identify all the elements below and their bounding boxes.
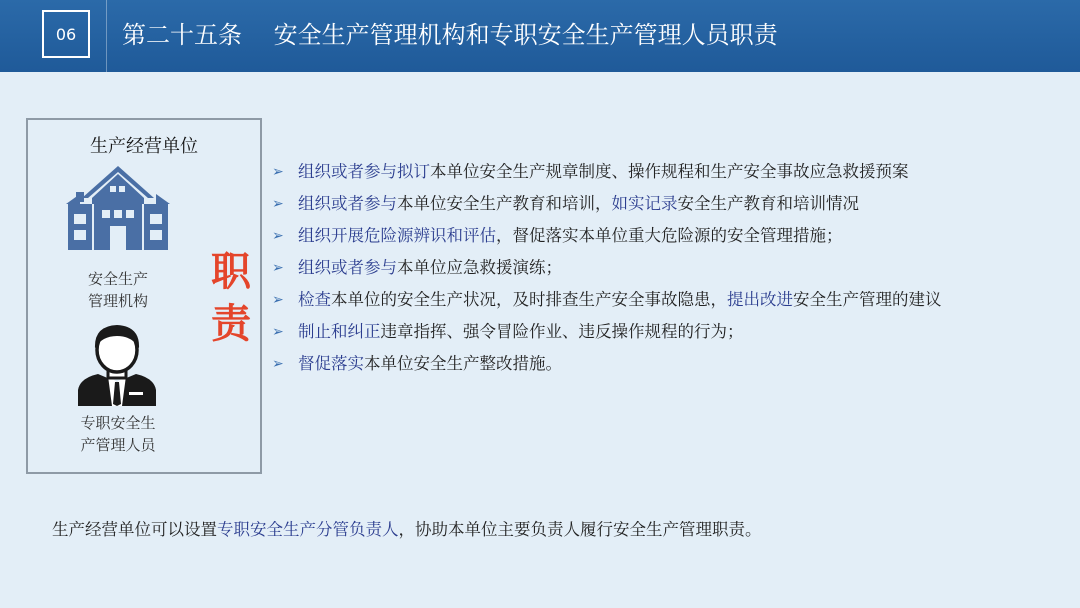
- staff-label-line: 产管理人员: [80, 436, 156, 454]
- list-item: [272, 284, 1072, 316]
- footer-text: ，协助本单位主要负责人履行安全生产管理职责。: [398, 520, 762, 539]
- duty-list: [272, 156, 1072, 380]
- duty-char: 责: [211, 301, 251, 347]
- org-label-line: 安全生产: [87, 270, 148, 288]
- item-highlight: 组织开展危险源辨识和评估: [298, 226, 496, 245]
- list-item: [272, 252, 1072, 284]
- item-text: 本单位安全生产教育和培训，: [397, 194, 612, 213]
- item-highlight: 组织或者参与: [298, 258, 397, 277]
- header-bar: [0, 0, 1080, 72]
- item-text: 本单位的安全生产状况，及时排查生产安全事故隐患，: [331, 290, 727, 309]
- item-text: 本单位安全生产规章制度、操作规程和生产安全事故应急救援预案: [430, 162, 909, 181]
- arrow-bullet-icon: ➢: [272, 324, 284, 340]
- item-text: 本单位应急救援演练；: [397, 258, 562, 277]
- item-highlight: 提出改进: [727, 290, 793, 309]
- header-divider: [106, 0, 107, 72]
- footer-note: [52, 516, 762, 544]
- item-text: 违章指挥、强令冒险作业、违反操作规程的行为；: [380, 322, 744, 341]
- page-title: 第二十五条 安全生产管理机构和专职安全生产管理人员职责: [122, 21, 778, 49]
- item-highlight: 制止和纠正: [298, 322, 381, 341]
- arrow-bullet-icon: ➢: [272, 196, 284, 212]
- duty-label: [206, 246, 256, 350]
- staff-label: [28, 412, 208, 456]
- person-icon: [72, 320, 162, 406]
- building-icon: [64, 164, 172, 250]
- arrow-bullet-icon: ➢: [272, 228, 284, 244]
- org-label: [28, 268, 208, 312]
- footer-text: 生产经营单位可以设置: [52, 520, 217, 539]
- item-highlight: 如实记录: [611, 194, 678, 213]
- item-text: 安全生产教育和培训情况: [677, 194, 859, 213]
- item-text: 安全生产管理的建议: [793, 290, 942, 309]
- item-text: 本单位安全生产整改措施。: [364, 354, 562, 373]
- section-number: 06: [42, 10, 90, 58]
- item-highlight: 组织或者参与: [298, 194, 397, 213]
- item-highlight: 组织或者参与拟订: [298, 162, 430, 181]
- list-item: [272, 220, 1072, 252]
- list-item: [272, 348, 1072, 380]
- item-highlight: 督促落实: [298, 354, 364, 373]
- org-panel: [26, 118, 262, 474]
- item-highlight: 检查: [298, 290, 331, 309]
- org-label-line: 管理机构: [87, 292, 148, 310]
- list-item: [272, 316, 1072, 348]
- duty-char: 职: [211, 249, 251, 295]
- item-text: ，督促落实本单位重大危险源的安全管理措施；: [496, 226, 843, 245]
- list-item: [272, 156, 1072, 188]
- staff-label-line: 专职安全生: [80, 414, 156, 432]
- list-item: [272, 188, 1072, 220]
- footer-highlight: 专职安全生产分管负责人: [217, 520, 399, 539]
- arrow-bullet-icon: ➢: [272, 164, 284, 180]
- arrow-bullet-icon: ➢: [272, 260, 284, 276]
- unit-title: 生产经营单位: [90, 136, 198, 157]
- arrow-bullet-icon: ➢: [272, 356, 284, 372]
- arrow-bullet-icon: ➢: [272, 292, 284, 308]
